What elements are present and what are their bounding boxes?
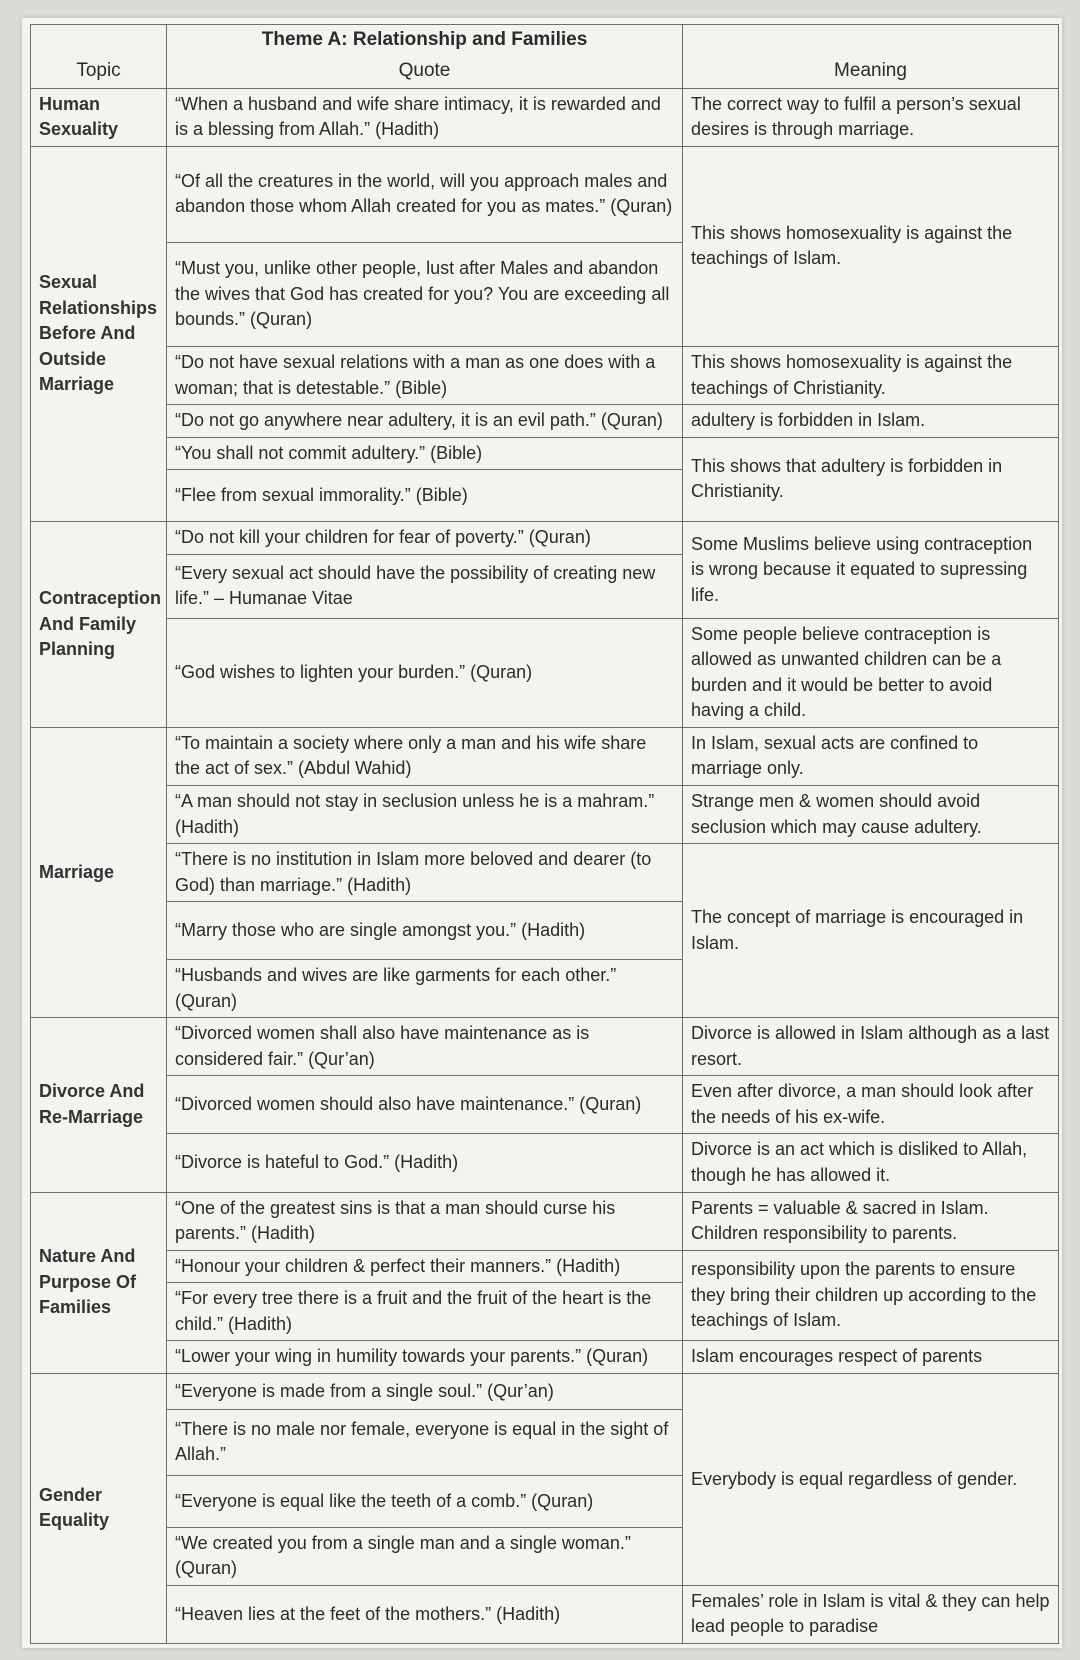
caption-spacer-left (31, 25, 167, 55)
meaning-cell: The correct way to fulfil a person’s sexual desires is through marriage. (683, 88, 1059, 146)
theme-table (30, 24, 1059, 1644)
meaning-cell: This shows homosexuality is against the teachings of Christianity. (683, 346, 1059, 404)
quote-cell: “To maintain a society where only a man and his wife share the act of sex.” (Abdul Wahid) (167, 727, 683, 785)
meaning-cell: Everybody is equal regardless of gender. (683, 1373, 1059, 1585)
quote-cell: “Flee from sexual immorality.” (Bible) (167, 470, 683, 522)
topic-human-sexuality: Human Sexuality (31, 88, 167, 146)
meaning-cell: Some people believe contraception is allowed as unwanted children can be a burden and it would be better to avoid having a child. (683, 618, 1059, 727)
quote-cell: “Divorce is hateful to God.” (Hadith) (167, 1134, 683, 1192)
quote-cell: “Of all the creatures in the world, will you approach males and abandon those whom Allah created for you as mates.” (Quran) (167, 146, 683, 242)
quote-cell: “Heaven lies at the feet of the mothers.” (Hadith) (167, 1585, 683, 1643)
topic-divorce: Divorce And Re-Marriage (31, 1018, 167, 1192)
topic-gender-equality: Gender Equality (31, 1373, 167, 1643)
meaning-cell: Strange men & women should avoid seclusion which may cause adultery. (683, 785, 1059, 843)
meaning-cell: Some Muslims believe using contraception is wrong because it equated to supressing life. (683, 522, 1059, 619)
quote-cell: “You shall not commit adultery.” (Bible) (167, 437, 683, 470)
quote-cell: “Everyone is equal like the teeth of a comb.” (Quran) (167, 1475, 683, 1527)
quote-cell: “When a husband and wife share intimacy, it is rewarded and is a blessing from Allah.” (Hadith) (167, 88, 683, 146)
topic-families: Nature And Purpose Of Families (31, 1192, 167, 1373)
meaning-cell: This shows that adultery is forbidden in Christianity. (683, 437, 1059, 522)
quote-cell: “One of the greatest sins is that a man should curse his parents.” (Hadith) (167, 1192, 683, 1250)
meaning-cell: Even after divorce, a man should look after the needs of his ex-wife. (683, 1076, 1059, 1134)
caption-spacer-right (683, 25, 1059, 55)
quote-cell: “Lower your wing in humility towards your parents.” (Quran) (167, 1341, 683, 1374)
quote-cell: “God wishes to lighten your burden.” (Quran) (167, 618, 683, 727)
quote-cell: “Marry those who are single amongst you.” (Hadith) (167, 902, 683, 960)
topic-header: Topic (31, 54, 167, 88)
quote-cell: “Must you, unlike other people, lust after Males and abandon the wives that God has created for you? You are exceeding all bounds.” (Quran) (167, 242, 683, 346)
quote-cell: “Every sexual act should have the possibility of creating new life.” – Humanae Vitae (167, 554, 683, 618)
quote-cell: “There is no male nor female, everyone is equal in the sight of Allah.” (167, 1409, 683, 1475)
quote-cell: “We created you from a single man and a single woman.” (Quran) (167, 1527, 683, 1585)
quote-header: Quote (167, 54, 683, 88)
quote-cell: “Do not have sexual relations with a man as one does with a woman; that is detestable.” (Bible) (167, 346, 683, 404)
meaning-cell: In Islam, sexual acts are confined to marriage only. (683, 727, 1059, 785)
quote-cell: “A man should not stay in seclusion unless he is a mahram.” (Hadith) (167, 785, 683, 843)
meaning-cell: Females’ role in Islam is vital & they can help lead people to paradise (683, 1585, 1059, 1643)
quote-cell: “There is no institution in Islam more beloved and dearer (to God) than marriage.” (Hadith) (167, 844, 683, 902)
topic-marriage: Marriage (31, 727, 167, 1017)
meaning-cell: Parents = valuable & sacred in Islam. Children responsibility to parents. (683, 1192, 1059, 1250)
quote-cell: “For every tree there is a fruit and the fruit of the heart is the child.” (Hadith) (167, 1283, 683, 1341)
meaning-cell: This shows homosexuality is against the teachings of Islam. (683, 146, 1059, 346)
quote-cell: “Do not go anywhere near adultery, it is an evil path.” (Quran) (167, 405, 683, 438)
quote-cell: “Do not kill your children for fear of poverty.” (Quran) (167, 522, 683, 555)
table-title: Theme A: Relationship and Families (167, 25, 683, 55)
meaning-cell: responsibility upon the parents to ensure they bring their children up according to the teachings of Islam. (683, 1250, 1059, 1341)
topic-contraception: Contraception And Family Planning (31, 522, 167, 728)
quote-cell: “Honour your children & perfect their manners.” (Hadith) (167, 1250, 683, 1283)
quote-cell: “Divorced women shall also have maintenance as is considered fair.” (Qur’an) (167, 1018, 683, 1076)
meaning-cell: Islam encourages respect of parents (683, 1341, 1059, 1374)
topic-sexual-relationships: Sexual Relationships Before And Outside Marriage (31, 146, 167, 521)
quote-cell: “Husbands and wives are like garments for each other.” (Quran) (167, 960, 683, 1018)
meaning-cell: Divorce is allowed in Islam although as a last resort. (683, 1018, 1059, 1076)
quote-cell: “Everyone is made from a single soul.” (Qur’an) (167, 1373, 683, 1409)
quote-cell: “Divorced women should also have maintenance.” (Quran) (167, 1076, 683, 1134)
meaning-cell: adultery is forbidden in Islam. (683, 405, 1059, 438)
worksheet-page (22, 18, 1062, 1648)
meaning-cell: Divorce is an act which is disliked to Allah, though he has allowed it. (683, 1134, 1059, 1192)
meaning-cell: The concept of marriage is encouraged in Islam. (683, 844, 1059, 1018)
meaning-header: Meaning (683, 54, 1059, 88)
